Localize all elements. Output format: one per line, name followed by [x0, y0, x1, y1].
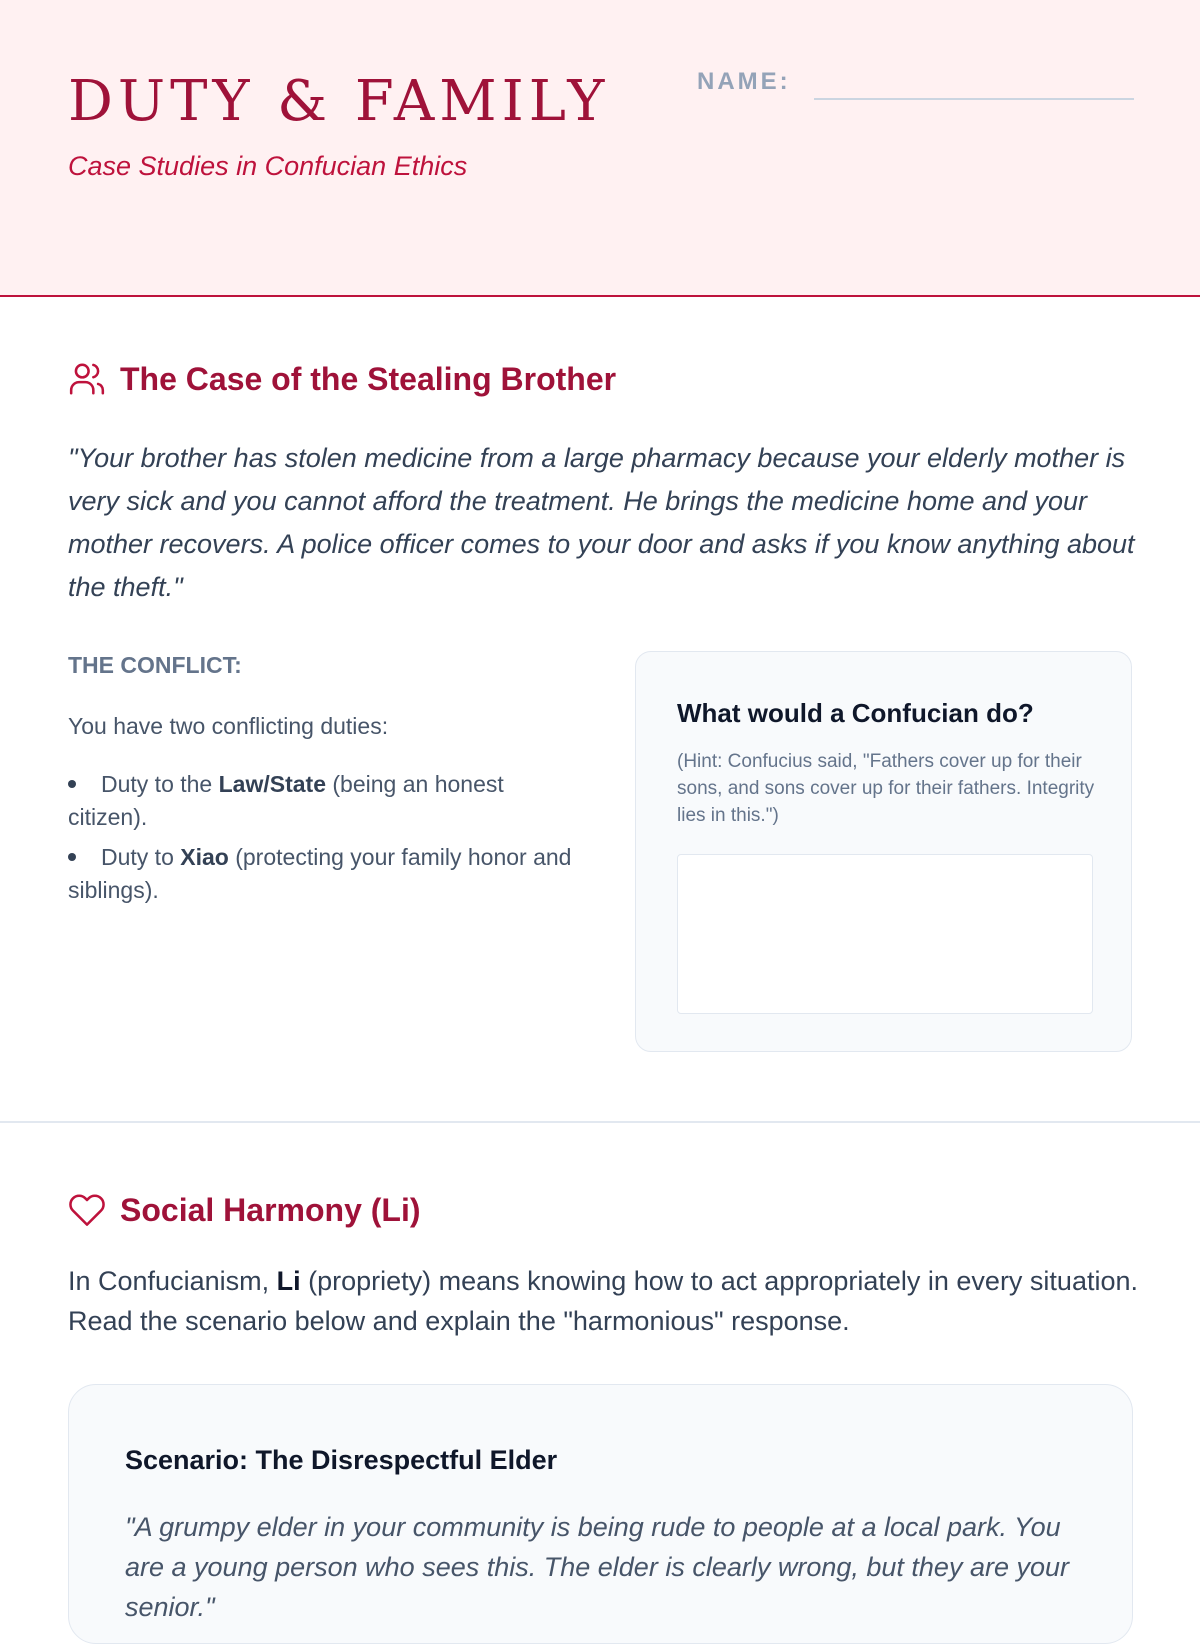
section-title: Social Harmony (Li) — [120, 1191, 421, 1228]
name-line-field[interactable] — [814, 98, 1134, 100]
question-hint: (Hint: Confucius said, "Fathers cover up for their sons, and sons cover up for their fathers. Integrity lies in this.") — [677, 751, 1095, 826]
worksheet-header — [0, 0, 1200, 297]
heart-icon — [68, 1191, 106, 1229]
list-item: Duty to the Law/State (being an honest citizen). — [68, 768, 588, 834]
page-title: DUTY & FAMILY — [68, 69, 610, 134]
scenario-card — [68, 1384, 1133, 1644]
section-divider — [0, 1121, 1200, 1123]
section-stealing-brother-heading — [68, 360, 616, 398]
bullet-icon — [68, 841, 101, 874]
list-item: Duty to Xiao (protecting your family honor and siblings). — [68, 841, 588, 907]
name-label: NAME: — [697, 68, 791, 95]
case-quote: "Your brother has stolen medicine from a large pharmacy because your elderly mother is very sick and you cannot afford the treatment. He brings the medicine home and your mother recovers. A police officer comes to your door and asks if you know anything about the theft." — [68, 443, 1135, 602]
conflict-intro: You have two conflicting duties: — [68, 713, 389, 739]
scenario-quote: "A grumpy elder in your community is being rude to people at a local park. You are a young person who sees this. The elder is clearly wrong, but they are your senior." — [125, 1512, 1069, 1622]
answer-textarea[interactable] — [677, 854, 1093, 1014]
scenario-title: Scenario: The Disrespectful Elder — [125, 1445, 558, 1475]
section-title: The Case of the Stealing Brother — [120, 360, 617, 397]
users-icon — [68, 360, 106, 398]
page-subtitle: Case Studies in Confucian Ethics — [68, 151, 468, 181]
bullet-icon — [68, 768, 101, 801]
question-title: What would a Confucian do? — [677, 698, 1034, 728]
li-intro: In Confucianism, Li (propriety) means knowing how to act appropriately in every situation. Read the scenario below and explain the "harmonious" response. — [68, 1266, 1139, 1336]
duties-list — [68, 768, 588, 914]
question-card — [635, 651, 1132, 1052]
conflict-label: THE CONFLICT: — [68, 652, 242, 678]
section-social-harmony-heading — [68, 1191, 421, 1229]
